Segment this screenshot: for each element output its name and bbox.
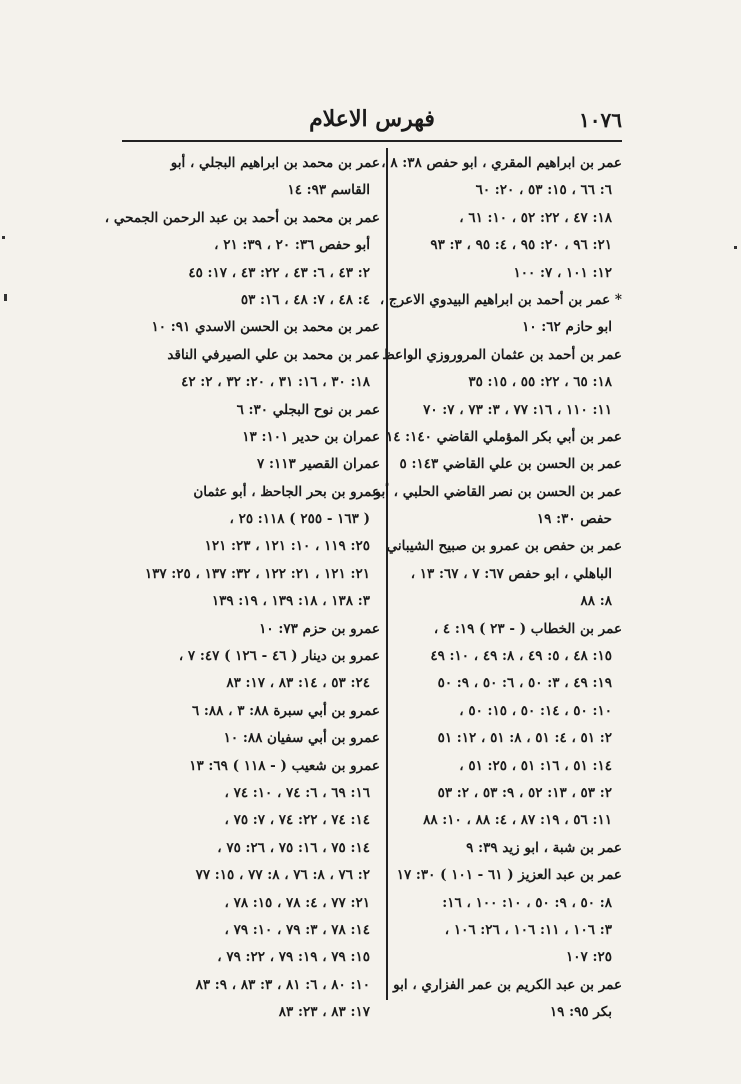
index-entry-continuation: القاسم ٩٣: ١٤	[287, 182, 370, 199]
index-entry: عمرو بن أبي سبرة ٨٨: ٣ ، ٨٨: ٦	[191, 702, 380, 719]
page-header	[122, 100, 622, 142]
index-entry: عمرو بن بحر الجاحظ ، أبو عثمان	[193, 483, 380, 500]
index-entry: * عمر بن أحمد بن ابراهيم البيدوي الاعرج ،	[379, 291, 622, 308]
index-entry: عمر بن محمد بن الحسن الاسدي ٩١: ١٠	[151, 319, 380, 336]
index-entry-continuation: ١٤: ٧٨ ، ٣: ٧٩ ، ١٠: ٧٩ ،	[224, 921, 370, 938]
index-entry-continuation: ٦: ٦٦ ، ١٥: ٥٣ ، ٢٠: ٦٠	[475, 182, 612, 199]
index-entry: عمر بن محمد بن أحمد بن عبد الرحمن الجمحي ،	[104, 209, 380, 226]
index-entry-continuation: ٨: ٥٠ ، ٩: ٥٠ ، ١٠: ١٠٠ ، ١٦:	[442, 894, 612, 911]
index-entry-continuation: ١٤: ٧٥ ، ١٦: ٧٥ ، ٢٦: ٧٥ ،	[217, 839, 370, 856]
index-entry: عمرو بن أبي سفيان ٨٨: ١٠	[223, 730, 380, 747]
index-entry-continuation: ٨: ٨٨	[580, 593, 612, 610]
index-entry: عمر بن محمد بن علي الصيرفي الناقد	[167, 346, 380, 363]
index-entry: عمر بن ابراهيم المقري ، ابو حفص ٣٨: ٨ ،	[381, 155, 622, 171]
index-entry-continuation: الباهلي ، ابو حفص ٦٧: ٧ ، ٦٧: ١٣ ،	[410, 565, 612, 582]
index-entry-continuation: ابو حازم ٦٢: ١٠	[522, 319, 612, 336]
index-entry-continuation: ٢٤: ٥٣ ، ١٤: ٨٣ ، ١٧: ٨٣	[226, 675, 370, 692]
index-entry-continuation: ٢١: ٩٦ ، ٢٠: ٩٥ ، ٤: ٩٥ ، ٣: ٩٣	[430, 237, 612, 254]
margin-mark	[734, 246, 737, 249]
index-entry-continuation: ١٢: ١٠١ ، ٧: ١٠٠	[513, 264, 612, 281]
index-entry-continuation: ١٧: ٨٣ ، ٢٣: ٨٣	[278, 1004, 370, 1021]
index-entry: عمر بن عبد العزيز ( ٦١ - ١٠١ ) ٣٠: ١٧	[396, 867, 622, 884]
margin-mark	[4, 294, 7, 301]
index-entry-continuation: ٢: ٥٣ ، ١٣: ٥٢ ، ٩: ٥٣ ، ٢: ٥٣	[437, 784, 612, 801]
index-entry-continuation: ٣: ١٣٨ ، ١٨: ١٣٩ ، ١٩: ١٣٩	[211, 593, 370, 610]
index-entry: عمر بن أبي بكر المؤملي القاضي ١٤٠: ١٤	[385, 428, 622, 445]
column-divider	[386, 148, 388, 1000]
margin-mark	[2, 236, 5, 239]
index-entry: عمرو بن شعيب ( - ١١٨ ) ٦٩: ١٣	[189, 757, 380, 774]
index-entry-continuation: ٢٥: ١٠٧	[566, 949, 612, 966]
index-entry-continuation: ١١: ٥٦ ، ١٩: ٨٧ ، ٤: ٨٨ ، ١٠: ٨٨	[423, 812, 612, 829]
index-entry-continuation: ٣: ١٠٦ ، ١١: ١٠٦ ، ٢٦: ١٠٦ ،	[444, 921, 612, 938]
index-entry: عمر بن نوح البجلي ٣٠: ٦	[236, 401, 380, 418]
right-column	[373, 150, 622, 1027]
index-entry-continuation: ٢: ٤٣ ، ٦: ٤٣ ، ٢٢: ٤٣ ، ١٧: ٤٥	[188, 264, 370, 281]
index-entry-continuation: ٤: ٤٨ ، ٧: ٤٨ ، ١٦: ٥٣	[240, 291, 370, 308]
index-entry: عمرو بن دينار ( ٤٦ - ١٢٦ ) ٤٧: ٧ ،	[178, 648, 380, 665]
index-entry: عمر بن شبة ، ابو زيد ٣٩: ٩	[466, 839, 622, 856]
index-entry-continuation: ١٥: ٤٨ ، ٥: ٤٩ ، ٨: ٤٩ ، ١٠: ٤٩	[430, 648, 612, 665]
index-entry-continuation: ٢١: ٧٧ ، ٤: ٧٨ ، ١٥: ٧٨ ،	[224, 894, 370, 911]
index-entry: عمران القصير ١١٣: ٧	[256, 456, 380, 473]
index-entry-continuation: ٢: ٧٦ ، ٨: ٧٦ ، ٨: ٧٧ ، ١٥: ٧٧	[195, 867, 370, 884]
index-entry: عمر بن عبد الكريم بن عمر الفزاري ، ابو	[393, 976, 622, 993]
index-entry-continuation: ( ١٦٣ - ٢٥٥ ) ١١٨: ٢٥ ،	[229, 511, 370, 528]
index-entry-continuation: ٢١: ١٢١ ، ٢١: ١٢٢ ، ٣٢: ١٣٧ ، ٢٥: ١٣٧	[144, 565, 370, 582]
index-entry: عمر بن الخطاب ( - ٢٣ ) ١٩: ٤ ،	[433, 620, 622, 637]
index-entry: عمران بن حدير ١٠١: ١٣	[242, 428, 380, 445]
index-entry-continuation: ١٨: ٣٠ ، ١٦: ٣١ ، ٢٠: ٣٢ ، ٢: ٤٢	[181, 374, 370, 391]
index-entry-continuation: ١٠: ٥٠ ، ١٤: ٥٠ ، ١٥: ٥٠ ،	[459, 702, 612, 719]
index-entry-continuation: حفص ٣٠: ١٩	[536, 511, 612, 528]
index-entry-continuation: ١٨: ٤٧ ، ٢٢: ٥٢ ، ١٠: ٦١ ،	[459, 209, 612, 226]
index-entry: عمر بن أحمد بن عثمان المروروزي الواعظ ،	[373, 346, 622, 363]
index-entry-continuation: ١٨: ٦٥ ، ٢٢: ٥٥ ، ١٥: ٣٥	[468, 374, 612, 391]
index-entry: عمر بن الحسن بن نصر القاضي الحلبي ، أبو	[374, 483, 622, 500]
index-entry: عمر بن الحسن بن علي القاضي ١٤٣: ٥	[399, 456, 622, 473]
index-entry-continuation: أبو حفص ٣٦: ٢٠ ، ٣٩: ٢١ ،	[214, 237, 370, 254]
index-entry-continuation: ٢: ٥١ ، ٤: ٥١ ، ٨: ٥١ ، ١٢: ٥١	[437, 730, 612, 747]
index-entry: عمرو بن حزم ٧٣: ١٠	[259, 620, 380, 637]
page-title: فهرس الاعلام	[309, 106, 435, 132]
index-entry-continuation: ١٤: ٥١ ، ١٦: ٥١ ، ٢٥: ٥١ ،	[459, 757, 612, 774]
index-entry-continuation: ١١: ١١٠ ، ١٦: ٧٧ ، ٣: ٧٣ ، ٧: ٧٠	[423, 401, 612, 418]
index-entry-continuation: ١٩: ٤٩ ، ٣: ٥٠ ، ٦: ٥٠ ، ٩: ٥٠	[437, 675, 612, 692]
index-entry-continuation: ١٠: ٨٠ ، ٦: ٨١ ، ٣: ٨٣ ، ٩: ٨٣	[195, 976, 370, 993]
index-entry: عمر بن حفص بن عمرو بن صبيح الشيباني	[386, 538, 622, 555]
index-entry-continuation: ٢٥: ١١٩ ، ١٠: ١٢١ ، ٢٣: ١٢١	[204, 538, 370, 555]
page-number: ١٠٧٦	[579, 108, 622, 132]
index-entry-continuation: ١٤: ٧٤ ، ٢٢: ٧٤ ، ٧: ٧٥ ،	[224, 812, 370, 829]
index-entry-continuation: ١٦: ٦٩ ، ٦: ٧٤ ، ١٠: ٧٤ ،	[224, 784, 370, 801]
left-column	[104, 150, 380, 1027]
index-entry-continuation: ١٥: ٧٩ ، ١٩: ٧٩ ، ٢٢: ٧٩ ،	[217, 949, 370, 966]
index-entry-continuation: بكر ٩٥: ١٩	[549, 1004, 612, 1021]
index-entry: عمر بن محمد بن ابراهيم البجلي ، أبو	[170, 155, 380, 171]
